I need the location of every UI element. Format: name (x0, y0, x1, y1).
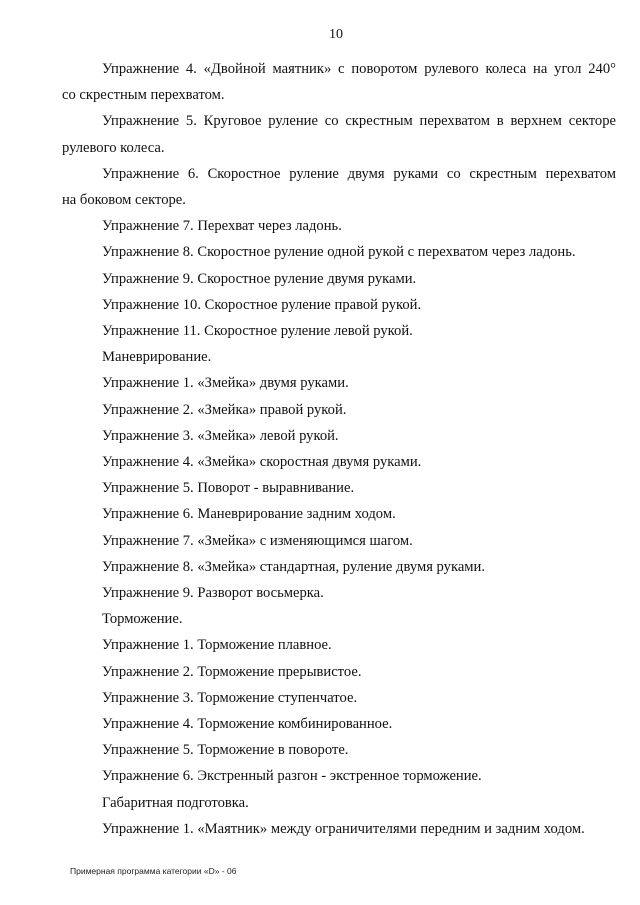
text-line: Упражнение 4. Торможение комбинированное. (102, 716, 393, 733)
text-line: Упражнение 1. Торможение плавное. (102, 637, 332, 654)
text-line: Упражнение 2. «Змейка» правой рукой. (102, 401, 347, 418)
text-line: Упражнение 1. «Змейка» двумя руками. (102, 375, 349, 392)
text-line: Упражнение 1. «Маятник» между ограничителями передним и задним ходом. (102, 820, 585, 837)
text-line: Упражнение 7. «Змейка» с изменяющимся шагом. (102, 532, 413, 549)
text-line: Упражнение 5. Поворот - выравнивание. (102, 480, 355, 497)
text-line: рулевого колеса. (62, 139, 165, 156)
text-line: на боковом секторе. (62, 192, 186, 209)
text-line: Упражнение 6. Экстренный разгон - экстренное торможение. (102, 768, 482, 785)
text-line: Упражнение 9. Разворот восьмерка. (102, 585, 324, 602)
text-line: Упражнение 8. «Змейка» стандартная, руление двумя руками. (102, 558, 485, 575)
page-footer: Примерная программа категории «D» - 06 (70, 866, 237, 876)
text-line: Упражнение 6. Скоростное руление двумя руками со скрестным перехватом (102, 165, 616, 182)
section-heading: Маневрирование. (102, 349, 212, 366)
page-number: 10 (329, 27, 343, 42)
text-line: со скрестным перехватом. (62, 87, 225, 104)
text-line: Упражнение 4. «Змейка» скоростная двумя руками. (102, 454, 422, 471)
section-heading: Габаритная подготовка. (102, 794, 249, 811)
text-line: Упражнение 9. Скоростное руление двумя руками. (102, 270, 417, 287)
text-line: Упражнение 5. Торможение в повороте. (102, 742, 349, 759)
text-line: Упражнение 6. Маневрирование задним ходом. (102, 506, 396, 523)
text-line: Упражнение 11. Скоростное руление левой рукой. (102, 323, 413, 340)
document-body (62, 56, 616, 842)
text-line: Упражнение 10. Скоростное руление правой рукой. (102, 296, 422, 313)
text-line: Упражнение 7. Перехват через ладонь. (102, 218, 342, 235)
text-line: Упражнение 2. Торможение прерывистое. (102, 663, 362, 680)
text-line: Упражнение 3. «Змейка» левой рукой. (102, 427, 339, 444)
section-heading: Торможение. (102, 611, 183, 628)
text-line: Упражнение 4. «Двойной маятник» с поворотом рулевого колеса на угол 240° (102, 61, 616, 77)
text-line: Упражнение 8. Скоростное руление одной рукой с перехватом через ладонь. (102, 244, 576, 261)
text-line: Упражнение 5. Круговое руление со скрестным перехватом в верхнем секторе (102, 113, 616, 130)
text-line: Упражнение 3. Торможение ступенчатое. (102, 689, 358, 706)
